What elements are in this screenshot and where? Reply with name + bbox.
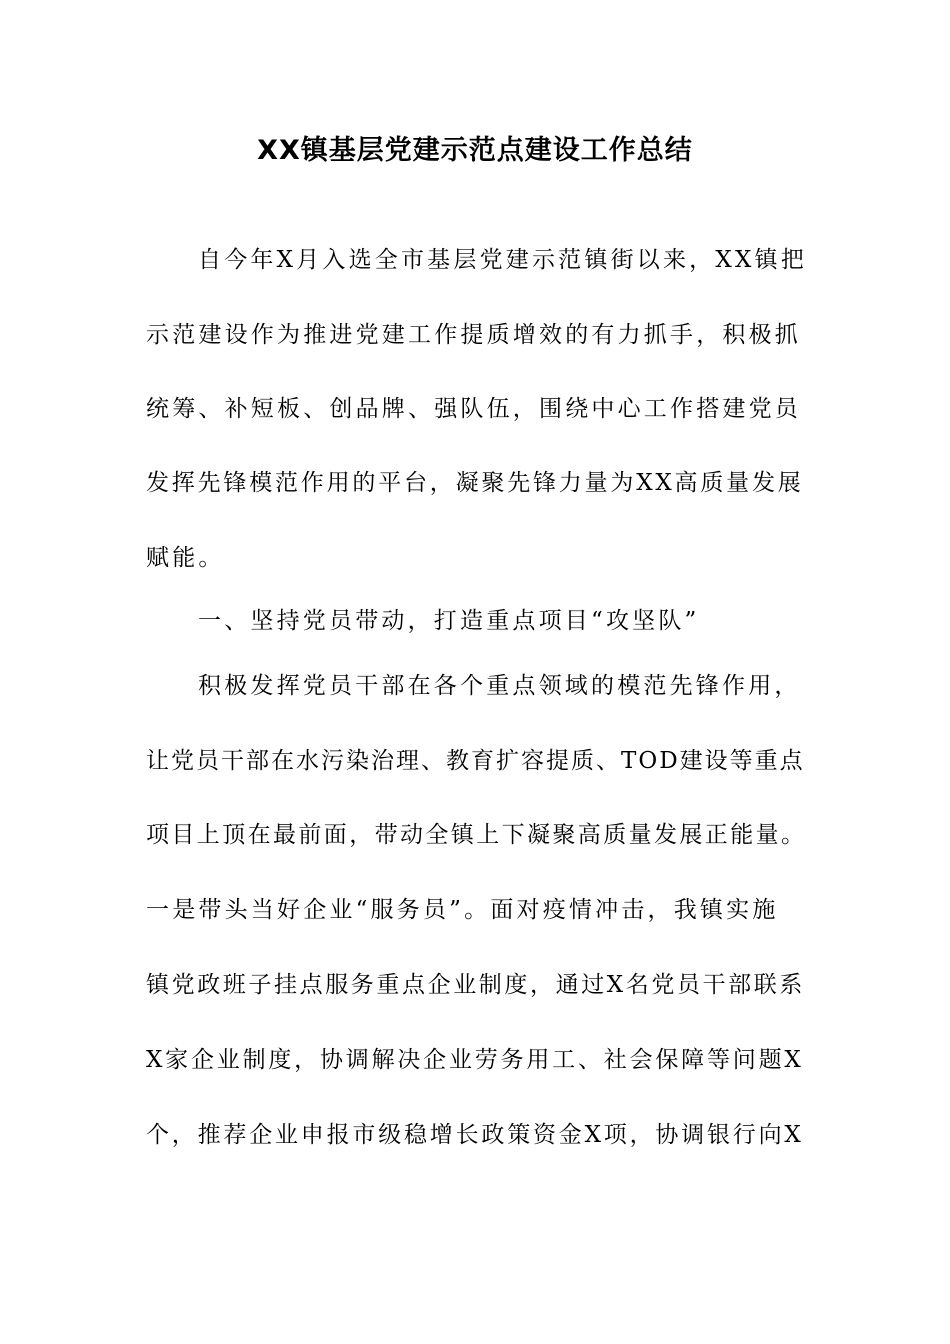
paragraph-line: 赋能。 xyxy=(146,545,225,571)
paragraph-line: 统筹、补短板、创品牌、强队伍，围绕中心工作搭建党员 xyxy=(146,396,801,422)
paragraph-line: 一是带头当好企业“服务员”。面对疫情冲击，我镇实施 xyxy=(146,897,779,923)
paragraph-line: 让党员干部在水污染治理、教育扩容提质、TOD建设等重点 xyxy=(146,748,805,774)
document-title: XX镇基层党建示范点建设工作总结 xyxy=(257,135,693,166)
paragraph-line: 示范建设作为推进党建工作提质增效的有力抓手，积极抓 xyxy=(146,322,801,348)
paragraph-line: 自今年X月入选全市基层党建示范镇街以来，XX镇把 xyxy=(198,247,807,273)
paragraph-line: 项目上顶在最前面，带动全镇上下凝聚高质量发展正能量。 xyxy=(146,822,807,848)
section-heading: 一、坚持党员带动，打造重点项目“攻坚队” xyxy=(198,608,700,634)
paragraph-line: 镇党政班子挂点服务重点企业制度，通过X名党员干部联系 xyxy=(146,972,805,998)
paragraph-line: X家企业制度，协调解决企业劳务用工、社会保障等问题X xyxy=(146,1047,804,1073)
paragraph-line: 个，推荐企业申报市级稳增长政策资金X项，协调银行向X xyxy=(146,1122,804,1148)
paragraph-line: 积极发挥党员干部在各个重点领域的模范先锋作用， xyxy=(198,673,801,699)
paragraph-line: 发挥先锋模范作用的平台，凝聚先锋力量为XX高质量发展 xyxy=(146,470,804,496)
